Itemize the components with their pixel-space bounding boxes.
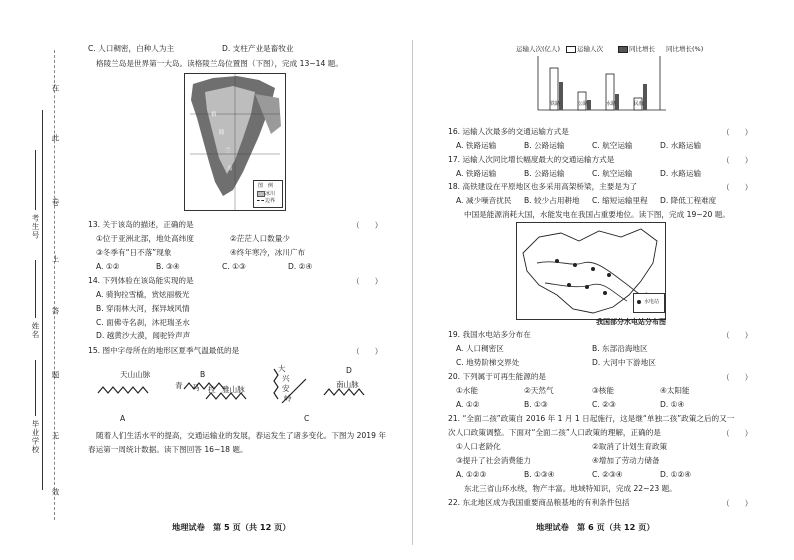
page-divider <box>412 40 413 545</box>
terrain-a-letter: A <box>120 414 126 423</box>
terrain-d-name: 南山脉 <box>336 380 359 389</box>
greenland-label-1: 格 <box>211 112 217 118</box>
intro-16-18-line1: 随着人们生活水平的提高，交通运输业的发展，春运发生了诸多变化。下图为 2019 年 <box>96 431 386 440</box>
q21-answer-paren[interactable]: （ ） <box>722 429 753 438</box>
q20-option-3: ③核能 <box>592 386 614 395</box>
chart-legend-swatch-1 <box>566 46 576 53</box>
q18-choice-d[interactable]: D. 降低工程难度 <box>660 196 717 205</box>
terrain-b-name2: 马 <box>192 383 200 392</box>
q12-option-d: D. 支柱产业是畜牧业 <box>222 44 294 53</box>
intro-22-23: 东北三省山环水绕，物产丰富。地域特知识，完成 22~23 题。 <box>464 484 677 493</box>
margin-letter: 题 <box>51 371 60 380</box>
q20-answer-paren[interactable]: （ ） <box>722 373 753 382</box>
margin-letter: 答 <box>51 307 60 316</box>
chart-cat-water: 水路 <box>606 101 617 107</box>
q14-stem: 14. 下列体验在该岛能实现的是 <box>88 276 194 285</box>
q16-stem: 16. 运输人次最多的交通运输方式是 <box>448 127 569 136</box>
q12-option-c: C. 人口稠密，白种人为主 <box>88 44 175 53</box>
margin-letter: 上 <box>51 255 60 264</box>
chart-ylabel: 运输人次(亿人) <box>516 45 561 53</box>
chart-cat-rail: 铁路 <box>550 101 561 107</box>
margin-letter: 效 <box>51 488 60 497</box>
q18-stem: 18. 高铁建设在平原地区也多采用高架桥梁，主要是为了 <box>448 182 638 191</box>
q13-option-4: ④终年寒冷，冰川广布 <box>230 248 306 257</box>
q13-option-3: ③冬季有“日不落”现象 <box>96 248 172 257</box>
q16-choice-d[interactable]: D. 水路运输 <box>660 141 702 150</box>
q14-choice-a[interactable]: A. 骑狗拉雪橇，赏炫丽极光 <box>96 290 190 299</box>
chart-legend-label-2: 同比增长 <box>629 45 655 53</box>
legend-title-1: 图 <box>258 183 264 189</box>
q22-answer-paren[interactable]: （ ） <box>722 499 753 508</box>
q17-choice-a[interactable]: A. 铁路运输 <box>456 169 497 178</box>
terrain-c-name1: 大 <box>278 364 286 373</box>
terrain-b-name4: 雅山脉 <box>222 385 245 394</box>
q20-option-4: ④太阳能 <box>660 386 690 395</box>
q19-answer-paren[interactable]: （ ） <box>722 331 753 340</box>
margin-solid-line <box>42 110 43 490</box>
q14-choice-d[interactable]: D. 越黄沙大漠，闻驼铃声声 <box>96 331 191 340</box>
chart-legend-swatch-2 <box>618 46 628 53</box>
q14-answer-paren[interactable]: （ ） <box>352 277 383 286</box>
q21-choice-a[interactable]: A. ①②③ <box>456 470 487 479</box>
legend-glacier-swatch <box>257 191 265 197</box>
terrain-b-name3: 拉 <box>208 385 216 394</box>
q19-choice-a[interactable]: A. 人口稠密区 <box>456 344 504 353</box>
margin-letter: 此 <box>51 134 60 143</box>
margin-dashed-line <box>54 50 55 520</box>
q21-choice-d[interactable]: D. ①②④ <box>660 470 692 479</box>
kaosheng-hao-label: 考生号 <box>31 214 40 240</box>
q22-stem: 22. 东北地区成为我国重要商品粮基地的有利条件包括 <box>448 498 630 507</box>
kaosheng-hao-field[interactable] <box>35 150 37 210</box>
greenland-label-3: 兰 <box>225 148 231 154</box>
q13-answer-paren[interactable]: （ ） <box>352 221 383 230</box>
q13-option-2: ②茫茫人口数量少 <box>230 234 290 243</box>
left-footer: 地理试卷 第 5 页（共 12 页） <box>172 522 291 532</box>
q19-choice-c[interactable]: C. 地势阶梯交界处 <box>456 358 520 367</box>
biye-xuexiao-label: 毕业学校 <box>31 420 40 454</box>
q17-choice-c[interactable]: C. 航空运输 <box>592 169 633 178</box>
terrain-c-letter: C <box>304 414 310 423</box>
intro-19-20: 中国是能源消耗大国，水能发电在我国占重要地位。读下图，完成 19~20 题。 <box>464 210 730 219</box>
q15-stem: 15. 图中字母所在的地形区夏季气温最低的是 <box>88 346 240 355</box>
q13-option-1: ①位于亚洲北部，地处高纬度 <box>96 234 194 243</box>
q21-choice-c[interactable]: C. ②③④ <box>592 470 623 479</box>
q21-stem-line1: 21. “全面二孩”政策自 2016 年 1 月 1 日起施行，这是继“单独二孩”政策之后的又一 <box>448 414 735 423</box>
q18-choice-c[interactable]: C. 缩短运输里程 <box>592 196 648 205</box>
q15-answer-paren[interactable]: （ ） <box>352 347 383 356</box>
q13-choice-d[interactable]: D. ②④ <box>288 262 313 271</box>
legend-glacier-label: 冰川 <box>265 191 276 197</box>
q13-choice-a[interactable]: A. ①② <box>96 262 120 271</box>
q19-choice-d[interactable]: D. 大河中下游地区 <box>592 358 656 367</box>
q18-answer-paren[interactable]: （ ） <box>722 183 753 192</box>
chart-legend-label-1: 运输人次 <box>577 45 603 53</box>
terrain-a-name: 天山山脉 <box>120 370 151 379</box>
intro-16-18-line2: 春运第一周统计数据。读下图回答 16~18 题。 <box>88 445 248 454</box>
intro-13-14: 格陵兰岛是世界第一大岛。读格陵兰岛位置图（下图），完成 13~14 题。 <box>96 59 343 68</box>
greenland-legend <box>253 180 283 208</box>
hydro-legend-dot <box>637 300 641 304</box>
hydro-map <box>516 222 666 320</box>
legend-boundary-swatch <box>257 200 264 201</box>
q19-choice-b[interactable]: B. 东部沿海地区 <box>592 344 648 353</box>
q18-choice-b[interactable]: B. 较少占用耕地 <box>524 196 580 205</box>
q20-choice-b[interactable]: B. ①③ <box>524 400 548 409</box>
greenland-map <box>184 73 286 211</box>
q21-stem-line2: 次人口政策调整。下面对“全面二孩”人口政策的理解，正确的是 <box>448 428 661 437</box>
q21-choice-b[interactable]: B. ①③④ <box>524 470 555 479</box>
binding-margin <box>0 0 80 560</box>
hydro-legend-label: 水电站 <box>644 299 660 305</box>
q20-choice-c[interactable]: C. ②③ <box>592 400 616 409</box>
terrain-b-name1: 青 <box>175 381 183 390</box>
q16-choice-c[interactable]: C. 航空运输 <box>592 141 633 150</box>
q16-choice-b[interactable]: B. 公路运输 <box>524 141 565 150</box>
q19-stem: 19. 我国水电站多分布在 <box>448 330 531 339</box>
biye-xuexiao-field[interactable] <box>35 360 37 416</box>
margin-letter: 在 <box>51 84 60 93</box>
q17-choice-b[interactable]: B. 公路运输 <box>524 169 565 178</box>
legend-boundary-label: 边界 <box>265 198 276 204</box>
q13-choice-c[interactable]: C. ①③ <box>222 262 246 271</box>
legend-title-2: 例 <box>268 183 274 189</box>
q20-stem: 20. 下列属于可再生能源的是 <box>448 372 547 381</box>
q20-option-2: ②天然气 <box>524 386 554 395</box>
q13-choice-b[interactable]: B. ③④ <box>156 262 180 271</box>
chart-ylabel-right: 同比增长(%) <box>666 45 704 53</box>
chart-cat-air: 民航 <box>634 101 645 107</box>
terrain-c-name2: 兴 <box>282 374 290 383</box>
q21-option-1: ①人口老龄化 <box>456 442 501 451</box>
q21-option-3: ③提升了社会消费能力 <box>456 456 532 465</box>
q21-option-2: ②取消了计划生育政策 <box>592 442 668 451</box>
q16-answer-paren[interactable]: （ ） <box>722 128 753 137</box>
greenland-label-2: 陵 <box>219 130 225 136</box>
q17-stem: 17. 运输人次同比增长幅度最大的交通运输方式是 <box>448 155 615 164</box>
q18-choice-a[interactable]: A. 减少噪音扰民 <box>456 196 512 205</box>
xingming-field[interactable] <box>35 260 37 318</box>
hydro-map-caption: 我国部分水电站分布图 <box>596 318 666 326</box>
greenland-label-4: 岛 <box>227 166 233 172</box>
right-footer: 地理试卷 第 6 页（共 12 页） <box>536 522 655 532</box>
q20-choice-a[interactable]: A. ①② <box>456 400 480 409</box>
terrain-c-name4: 岭 <box>284 394 292 403</box>
margin-letter: 卷 <box>51 198 60 207</box>
margin-letter: 无 <box>51 432 60 441</box>
q17-answer-paren[interactable]: （ ） <box>722 156 753 165</box>
hydro-legend <box>633 293 665 313</box>
q20-option-1: ①水能 <box>456 386 478 395</box>
q14-choice-b[interactable]: B. 穿雨林大河，探异域风情 <box>96 304 190 313</box>
terrain-b-letter: B <box>200 370 206 379</box>
q16-choice-a[interactable]: A. 铁路运输 <box>456 141 497 150</box>
terrain-d-letter: D <box>346 366 352 375</box>
q21-option-4: ④增加了劳动力储备 <box>592 456 660 465</box>
q14-choice-c[interactable]: C. 面佛寺名刹，沐祀瑞圣水 <box>96 318 190 327</box>
q13-stem: 13. 关于该岛的描述，正确的是 <box>88 220 194 229</box>
terrain-c-name3: 安 <box>282 384 290 393</box>
q20-choice-d[interactable]: D. ①④ <box>660 400 685 409</box>
chart-cat-road: 公路 <box>578 101 589 107</box>
xingming-label: 姓名 <box>31 322 40 339</box>
q17-choice-d[interactable]: D. 水路运输 <box>660 169 702 178</box>
